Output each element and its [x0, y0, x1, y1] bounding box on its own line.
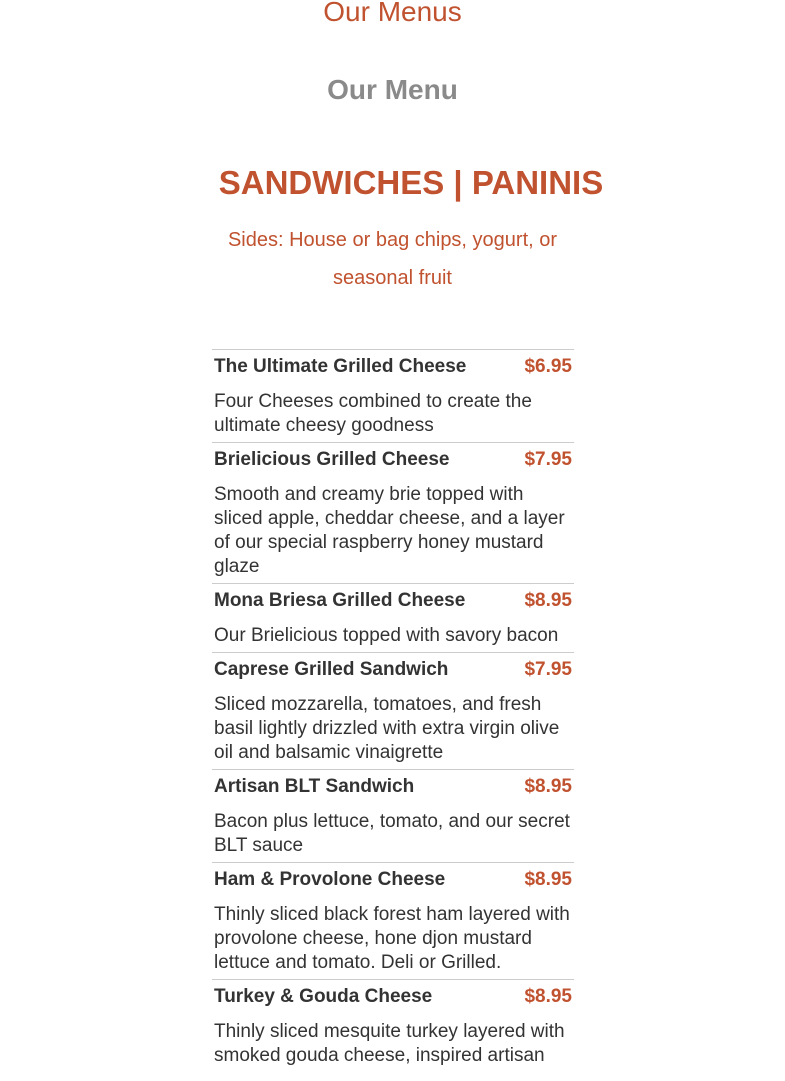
menu-item-description: Smooth and creamy brie topped with sliced apple, cheddar cheese, and a layer of our special raspberry honey mustard glaze — [214, 484, 565, 577]
menu-item-price: $8.95 — [524, 590, 572, 611]
menu-item-name: Mona Briesa Grilled Cheese — [214, 590, 466, 611]
menu-subtitle: Our Menu — [327, 74, 458, 105]
menu-item — [212, 442, 574, 583]
menu-item-price: $7.95 — [524, 449, 572, 470]
menu-item — [212, 862, 574, 979]
menu-item-name: Ham & Provolone Cheese — [214, 869, 446, 890]
menu-item-header — [214, 350, 572, 384]
menu-item-description: Bacon plus lettuce, tomato, and our secret BLT sauce — [214, 811, 570, 856]
menu-item-price: $6.95 — [524, 356, 572, 377]
menu-item — [212, 769, 574, 862]
menu-item-price: $8.95 — [524, 776, 572, 797]
menu-item-description: Thinly sliced black forest ham layered with provolone cheese, hone djon mustard lettuce and tomato. Deli or Grilled. — [214, 904, 570, 973]
menu-item-description: Four Cheeses combined to create the ultimate cheesy goodness — [214, 391, 532, 436]
sides-note: Sides: House or bag chips, yogurt, or seasonal fruit — [227, 229, 558, 289]
menu-list — [212, 349, 574, 1072]
menu-item — [212, 349, 574, 442]
menu-item-description: Sliced mozzarella, tomatoes, and fresh basil lightly drizzled with extra virgin olive oil and balsamic vinaigrette — [214, 694, 560, 763]
menu-item-header — [214, 863, 572, 897]
menu-item-header — [214, 980, 572, 1014]
menu-item — [212, 979, 574, 1072]
menu-item-description: Thinly sliced mesquite turkey layered with smoked gouda cheese, inspired artisan — [214, 1021, 565, 1066]
menu-item-name: The Ultimate Grilled Cheese — [214, 356, 467, 377]
menu-item-header — [214, 584, 572, 618]
menu-item-name: Brielicious Grilled Cheese — [214, 449, 450, 470]
menu-item-name: Turkey & Gouda Cheese — [214, 986, 433, 1007]
menu-item — [212, 652, 574, 769]
menu-item-name: Caprese Grilled Sandwich — [214, 659, 449, 680]
menu-item-price: $7.95 — [524, 659, 572, 680]
menu-item-price: $8.95 — [524, 869, 572, 890]
menu-item-header — [214, 443, 572, 477]
menu-item-header — [214, 770, 572, 804]
menu-item — [212, 583, 574, 652]
section-title: SANDWICHES | PANINIS — [218, 164, 604, 201]
menu-item-header — [214, 653, 572, 687]
menu-item-description: Our Brielicious topped with savory bacon — [214, 625, 559, 646]
menu-item-price: $8.95 — [524, 986, 572, 1007]
menu-item-name: Artisan BLT Sandwich — [214, 776, 415, 797]
page-title: Our Menus — [323, 0, 462, 27]
